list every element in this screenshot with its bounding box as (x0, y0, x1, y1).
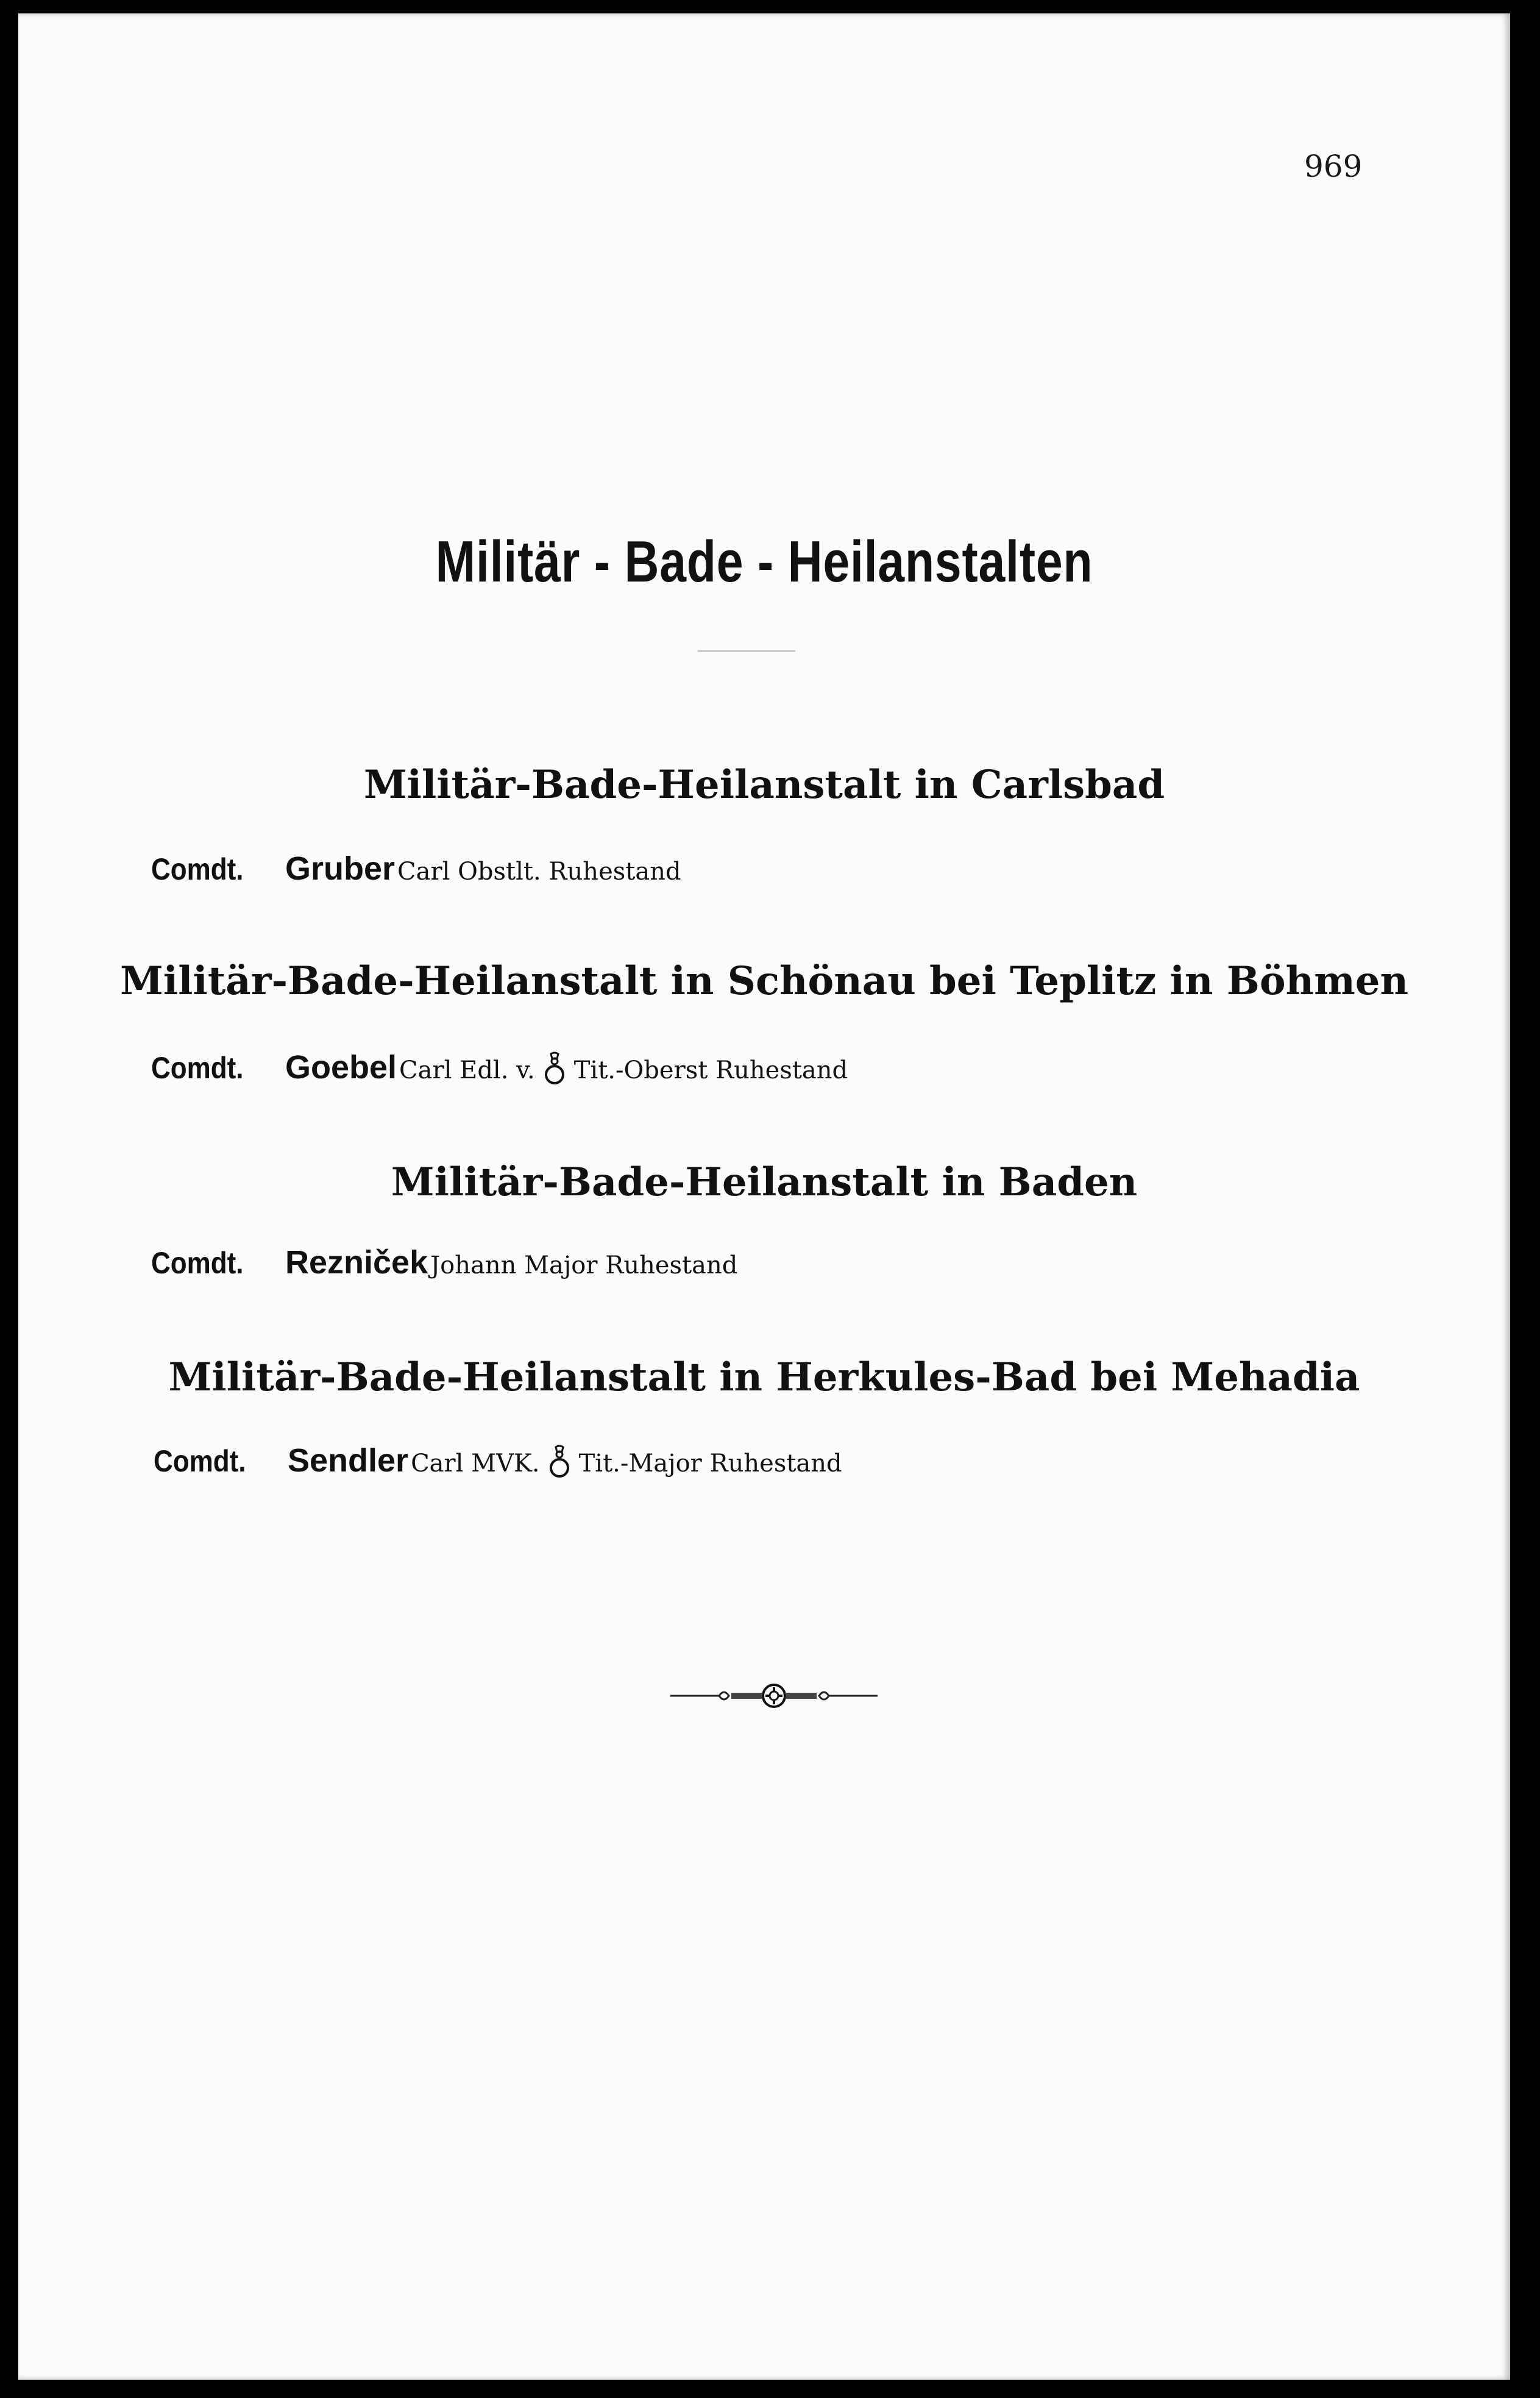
page-title: Militär - Bade - Heilanstalten (435, 529, 1093, 594)
entry-details-before: Carl Edl. v. (399, 1056, 535, 1084)
entry-role: Comdt. (151, 1246, 244, 1280)
medal-icon (542, 1051, 567, 1087)
entry-role: Comdt. (151, 852, 244, 886)
entry-details-before: Carl MVK. (411, 1450, 540, 1478)
decorative-divider-ornament-icon (670, 1678, 878, 1714)
section-title-herkules-bad: Militär-Bade-Heilanstalt in Herkules-Bad bei Mehadia (168, 1354, 1360, 1400)
entry-surname: Gruber (285, 850, 396, 887)
entry-schoenau (151, 1048, 848, 1087)
section-title-baden: Militär-Bade-Heilanstalt in Baden (391, 1159, 1138, 1205)
entry-details: Carl Obstlt. Ruhestand (397, 858, 681, 886)
document-page (18, 13, 1510, 2380)
medal-icon (547, 1445, 572, 1480)
page-number: 969 (1304, 149, 1363, 184)
entry-surname: Rezniček (285, 1244, 428, 1281)
title-divider (698, 650, 795, 652)
entry-role: Comdt. (151, 1051, 244, 1085)
entry-role: Comdt. (154, 1444, 246, 1478)
section-title-schoenau: Militär-Bade-Heilanstalt in Schönau bei Teplitz in Böhmen (119, 958, 1409, 1004)
entry-details-after: Tit.-Major Ruhestand (578, 1450, 842, 1478)
entry-details: Johann Major Ruhestand (430, 1251, 738, 1279)
entry-baden (151, 1243, 737, 1281)
section-title-carlsbad: Militär-Bade-Heilanstalt in Carlsbad (363, 762, 1165, 808)
entry-details-after: Tit.-Oberst Ruhestand (573, 1056, 848, 1084)
entry-carlsbad (151, 850, 681, 888)
entry-surname: Goebel (285, 1049, 397, 1086)
entry-surname: Sendler (288, 1442, 409, 1479)
entry-herkules-bad (154, 1442, 842, 1480)
